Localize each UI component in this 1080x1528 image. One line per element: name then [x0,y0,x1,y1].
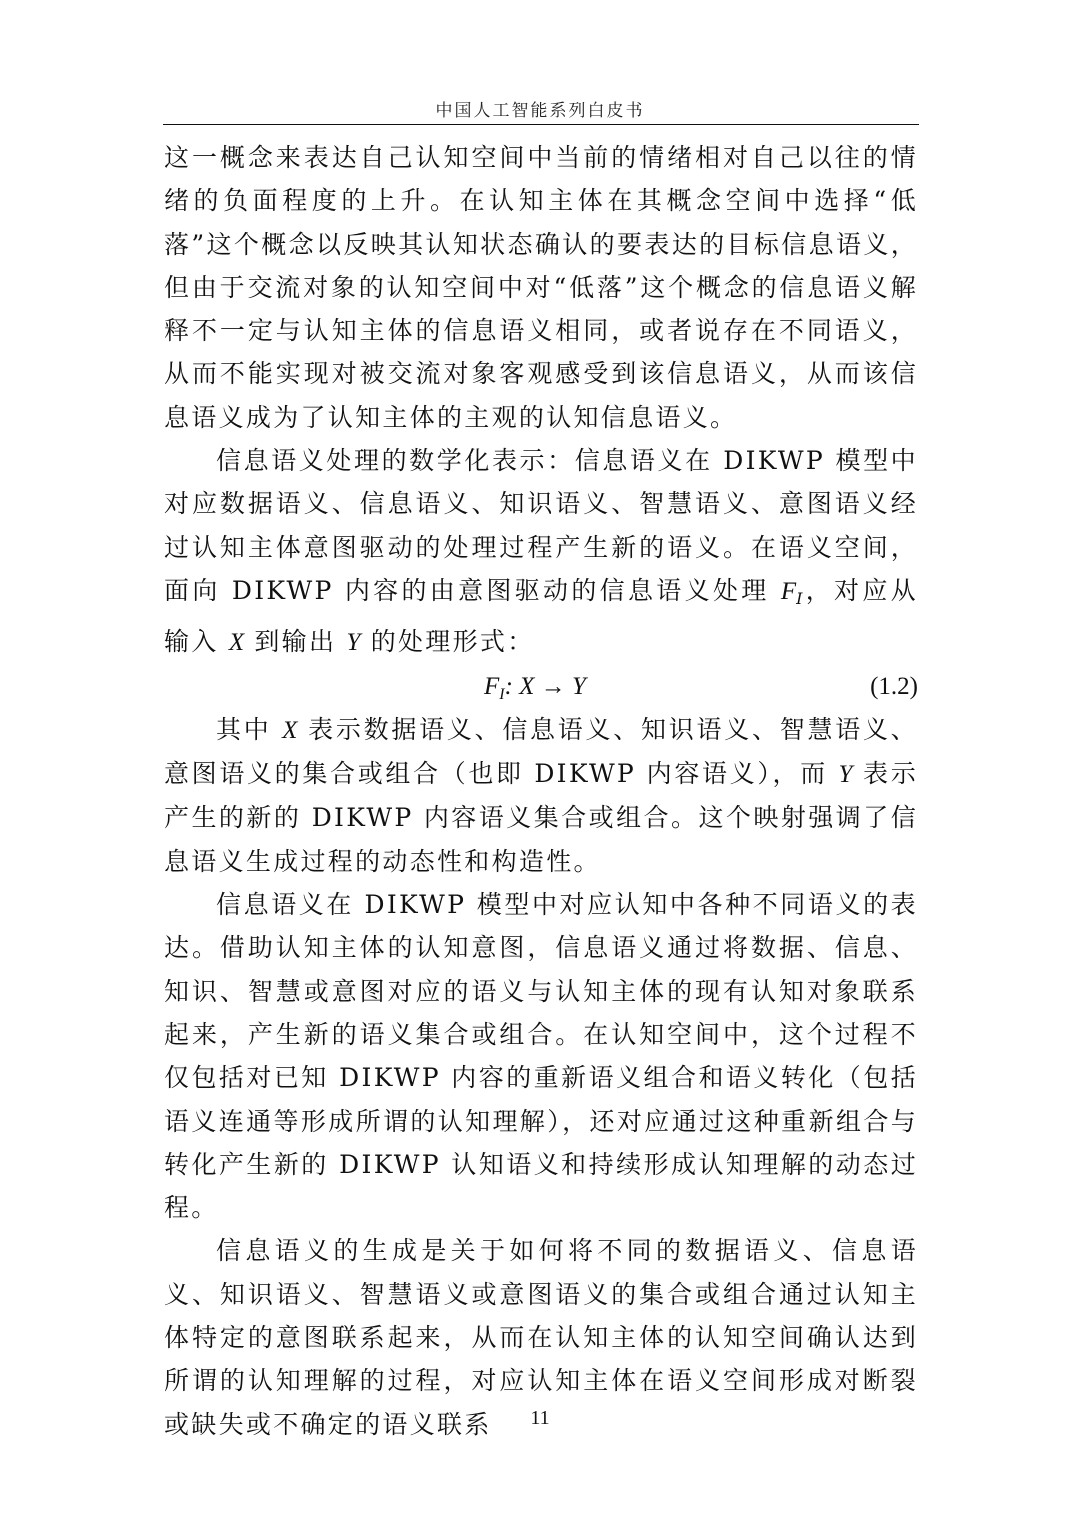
page-body [164,136,918,1446]
header-rule [163,124,919,125]
equation-f: F [484,672,500,700]
math-x-2: X [282,716,298,744]
equation-number: (1.2) [870,672,918,700]
math-subscript-i: I [796,588,805,608]
paragraph-1: 这一概念来表达自己认知空间中当前的情绪相对自己以往的情绪的负面程度的上升。在认知主体在其概念空间中选择“低落”这个概念以反映其认知状态确认的要表达的目标信息语义，但由于交流对象的认知空间中对“低落”这个概念的信息语义解释不一定与认知主体的信息语义相同，或者说存在不同语义，从而不能实现对被交流对象客观感受到该信息语义，从而该信息语义成为了认知主体的主观的认知信息语义。 [164,143,918,432]
math-y-2: Y [838,761,853,789]
equation-1-2 [164,665,918,708]
paragraph-math-representation [164,439,918,664]
math-x: X [228,629,245,657]
paragraph-3-text-c: 表示产生的新的 DIKWP 内容语义集合或组合。这个映射强调了信息语义生成过程的动态性和构造性。 [164,759,918,876]
paragraph-2-text-a: 信息语义处理的数学化表示：信息语义在 DIKWP 模型中对应数据语义、信息语义、知识语义、智慧语义、意图语义经过认知主体意图驱动的处理过程产生新的语义。在语义空间，面向 DIKWP 内容的由意图驱动的信息语义处理 [164,446,918,605]
paragraph-5: 信息语义的生成是关于如何将不同的数据语义、信息语义、知识语义、智慧语义或意图语义的集合或组合通过认知主体特定的意图联系起来，从而在认知主体的认知空间确认达到所谓的认知理解的过程，对应认知主体在语义空间形成对断裂或缺失或不确定的语义联系 [164,1236,918,1439]
paragraph-info-semantics [164,883,918,1229]
paragraph-4: 信息语义在 DIKWP 模型中对应认知中各种不同语义的表达。借助认知主体的认知意图，信息语义通过将数据、信息、知识、智慧或意图对应的语义与认知主体的现有认知对象联系起来，产生新的语义集合或组合。在认知空间中，这个过程不仅包括对已知 DIKWP 内容的重新语义组合和语义转化（包括语义连通等形成所谓的认知理解），还对应通过这种重新组合与转化产生新的 DIKWP 认知语义和持续形成认知理解的动态过程。 [164,890,918,1223]
paragraph-2-text-b: ，对应从输入 [164,575,918,657]
equation-body [484,665,586,716]
paragraph-where [164,708,918,883]
equation-subscript: I [499,685,505,703]
paragraph-3-text-a: 其中 [216,714,283,744]
paragraph-2-text-d: 的处理形式： [360,627,535,657]
page-number: 11 [530,1407,550,1429]
paragraph-2-text-c: 到输出 [244,627,347,657]
math-f: F [780,577,797,605]
math-y: Y [346,629,361,657]
equation-mapping: : X → Y [504,672,586,700]
paragraph-3-text-b: 表示数据语义、信息语义、知识语义、智慧语义、意图语义的集合或组合（也即 DIKWP 内容语义），而 [164,714,918,789]
paragraph-continued [164,136,918,439]
running-header: 中国人工智能系列白皮书 [435,101,645,121]
